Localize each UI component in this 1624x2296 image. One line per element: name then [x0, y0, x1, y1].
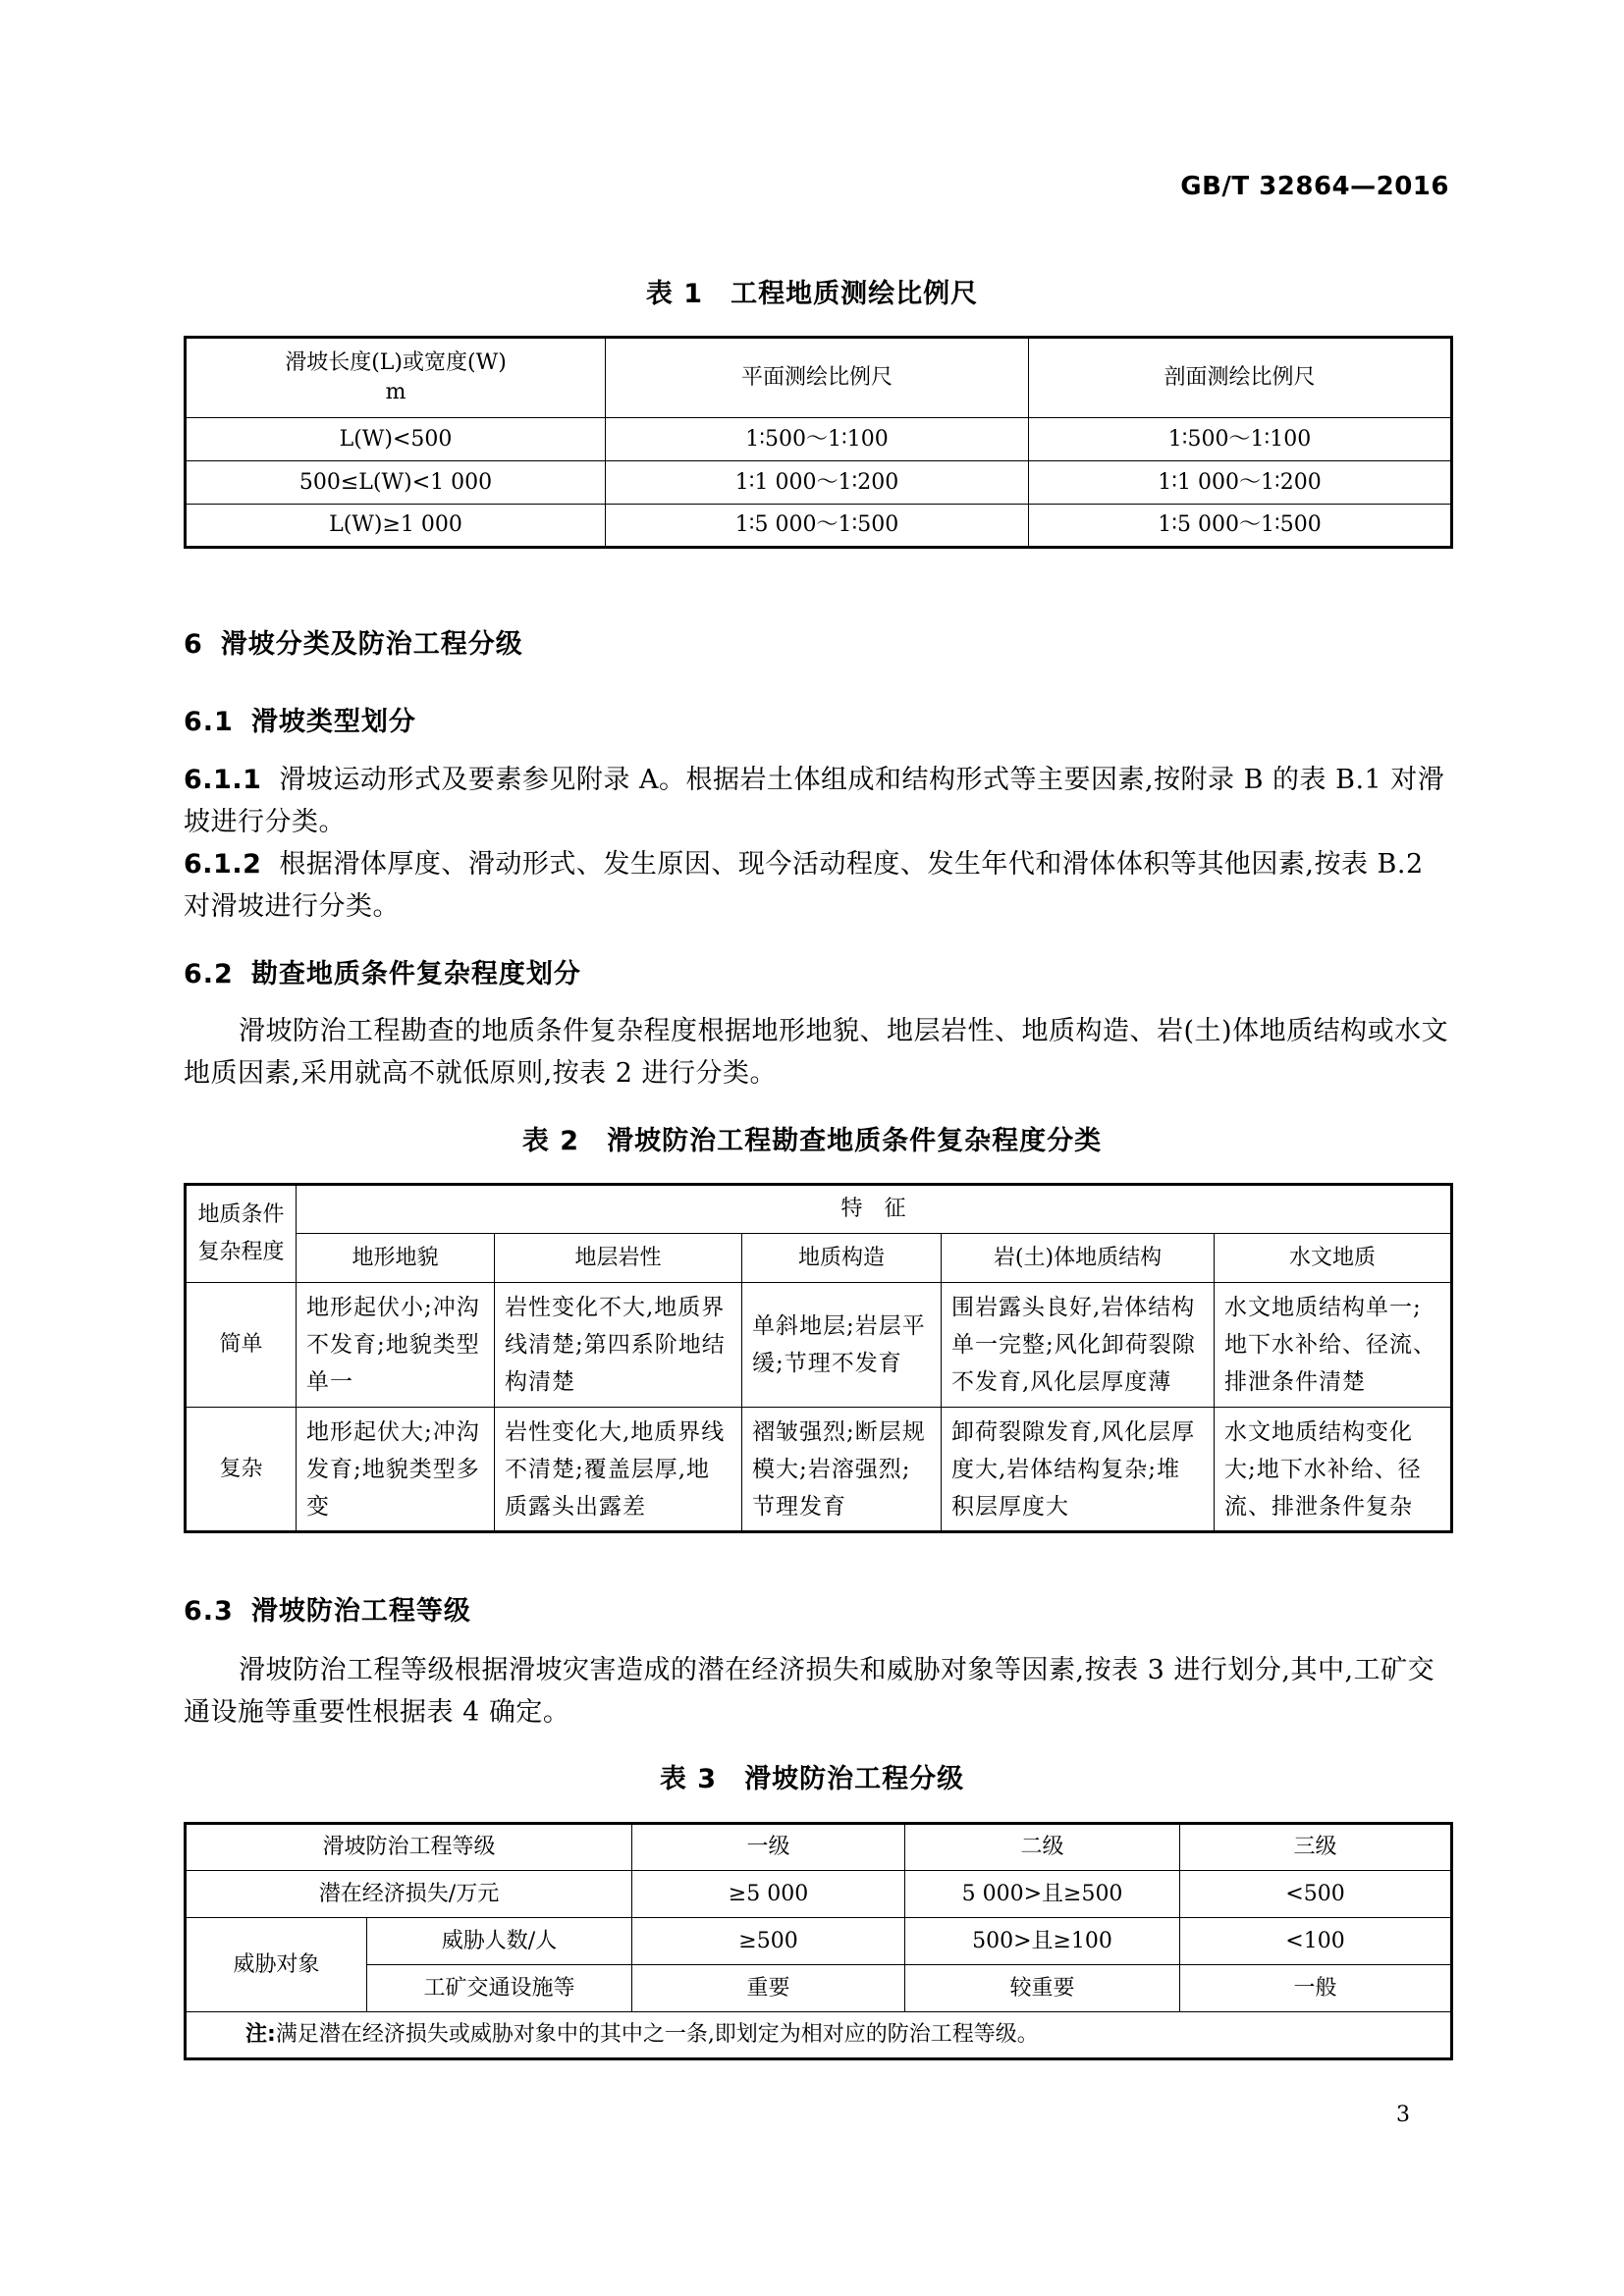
section-number: 6: [184, 629, 203, 660]
table2-subheader-row: [186, 1234, 1452, 1283]
section-6-1-heading: [184, 700, 416, 738]
table-row: [186, 1408, 1452, 1532]
table-row: [186, 418, 1452, 461]
table-row: [186, 1871, 1452, 1918]
table2-col-header: 岩(土)体地质结构: [942, 1234, 1215, 1283]
note-label: 注:: [245, 2022, 276, 2047]
section-title: 滑坡类型划分: [250, 707, 416, 737]
table-cell: 二级: [905, 1824, 1180, 1871]
table1-head-col3: 剖面测绘比例尺: [1029, 338, 1452, 418]
table-cell: 一级: [632, 1824, 905, 1871]
table-cell: 1∶500～1∶100: [1029, 418, 1452, 461]
table-row: [186, 505, 1452, 548]
table2-col-header: 地层岩性: [495, 1234, 742, 1283]
table1-head-col1-line1: 滑坡长度(L)或宽度(W): [285, 350, 507, 375]
table2-col-header: 地形地貌: [297, 1234, 495, 1283]
table1-head-col2: 平面测绘比例尺: [606, 338, 1029, 418]
section-6-2-heading: [184, 952, 581, 990]
section-6-3-heading: [184, 1589, 471, 1628]
table-cell: 工矿交通设施等: [367, 1965, 632, 2012]
table3-note: [186, 2012, 1452, 2059]
section-number: 6.3: [184, 1596, 234, 1627]
table2-caption: 表 2 滑坡防治工程勘查地质条件复杂程度分类: [521, 1126, 1103, 1156]
table-cell: 地形起伏小;冲沟不发育;地貌类型单一: [297, 1283, 495, 1408]
section-6-heading: [184, 622, 523, 661]
table-cell: 卸荷裂隙发育,风化层厚度大,岩体结构复杂;堆积层厚度大: [942, 1408, 1215, 1532]
table-cell: 500>且≥100: [905, 1918, 1180, 1965]
table-cell: 滑坡防治工程等级: [186, 1824, 632, 1871]
paragraph-6-1-1: [184, 759, 1450, 843]
section-number: 6.1: [184, 707, 234, 737]
table-cell: 较重要: [905, 1965, 1180, 2012]
table-row: [186, 1283, 1452, 1408]
table3: [184, 1822, 1453, 2060]
table-cell: 水文地质结构单一;地下水补给、径流、排泄条件清楚: [1215, 1283, 1452, 1408]
clause-number: 6.1.1: [184, 765, 262, 795]
table-cell: 水文地质结构变化大;地下水补给、径流、排泄条件复杂: [1215, 1408, 1452, 1532]
table-cell: 一般: [1180, 1965, 1452, 2012]
table2-header-row: [186, 1185, 1452, 1234]
table1-caption: 表 1 工程地质测绘比例尺: [645, 279, 979, 309]
table3-caption: 表 3 滑坡防治工程分级: [659, 1764, 965, 1794]
table-cell: 5 000>且≥500: [905, 1871, 1180, 1918]
table3-header-row: [186, 1824, 1452, 1871]
table2-level-cell: 复杂: [186, 1408, 297, 1532]
clause-number: 6.1.2: [184, 849, 262, 880]
table3-threat-label: 威胁对象: [186, 1918, 367, 2012]
note-text: 满足潜在经济损失或威胁对象中的其中之一条,即划定为相对应的防治工程等级。: [275, 2022, 1039, 2047]
table1: [184, 336, 1453, 549]
table-cell: 1∶500～1∶100: [606, 418, 1029, 461]
section-number: 6.2: [184, 959, 234, 989]
table-cell: 重要: [632, 1965, 905, 2012]
table-cell: 威胁人数/人: [367, 1918, 632, 1965]
standard-code: GB/T 32864—2016: [1180, 172, 1449, 201]
section-title: 滑坡防治工程等级: [250, 1596, 471, 1627]
paragraph-6-2: 滑坡防治工程勘查的地质条件复杂程度根据地形地貌、地层岩性、地质构造、岩(土)体地质结构或水文地质因素,采用就高不就低原则,按表 2 进行分类。: [184, 1016, 1449, 1089]
clause-text: 根据滑体厚度、滑动形式、发生原因、现今活动程度、发生年代和滑体体积等其他因素,按表 B.2 对滑坡进行分类。: [184, 849, 1424, 922]
table-cell: 岩性变化大,地质界线不清楚;覆盖层厚,地质露头出露差: [495, 1408, 742, 1532]
table2-level-cell: 简单: [186, 1283, 297, 1408]
table-row: [186, 1918, 1452, 1965]
table-cell: 潜在经济损失/万元: [186, 1871, 632, 1918]
table2-col-header: 水文地质: [1215, 1234, 1452, 1283]
clause-text: 滑坡运动形式及要素参见附录 A。根据岩土体组成和结构形式等主要因素,按附录 B 的表 B.1 对滑坡进行分类。: [184, 765, 1445, 837]
table-cell: L(W)≥1 000: [186, 505, 606, 548]
table-cell: <500: [1180, 1871, 1452, 1918]
table3-note-row: [186, 2012, 1452, 2059]
table-cell: <100: [1180, 1918, 1452, 1965]
table-cell: ≥5 000: [632, 1871, 905, 1918]
paragraph-6-3: 滑坡防治工程等级根据滑坡灾害造成的潜在经济损失和威胁对象等因素,按表 3 进行划分,其中,工矿交通设施等重要性根据表 4 确定。: [184, 1655, 1435, 1728]
table-cell: 岩性变化不大,地质界线清楚;第四系阶地结构清楚: [495, 1283, 742, 1408]
table-cell: 地形起伏大;冲沟发育;地貌类型多变: [297, 1408, 495, 1532]
table-cell: 单斜地层;岩层平缓;节理不发育: [742, 1283, 942, 1408]
table1-head-col1-line2: m: [385, 380, 406, 404]
section-title: 滑坡分类及防治工程分级: [220, 629, 523, 660]
table-row: [186, 1965, 1452, 2012]
paragraph-6-1-2: [184, 843, 1450, 928]
table-row: [186, 461, 1452, 505]
table-cell: 1∶5 000～1∶500: [606, 505, 1029, 548]
table-cell: 1∶1 000～1∶200: [1029, 461, 1452, 505]
table2-corner-cell: 地质条件复杂程度: [186, 1185, 297, 1283]
page-number: 3: [1396, 2103, 1410, 2127]
table-cell: 褶皱强烈;断层规模大;岩溶强烈;节理发育: [742, 1408, 942, 1532]
table2-col-header: 地质构造: [742, 1234, 942, 1283]
table-cell: L(W)<500: [186, 418, 606, 461]
table-cell: 1∶5 000～1∶500: [1029, 505, 1452, 548]
table1-header-row: [186, 338, 1452, 418]
section-title: 勘查地质条件复杂程度划分: [250, 959, 581, 989]
table-cell: ≥500: [632, 1918, 905, 1965]
table2-feature-header: 特 征: [297, 1185, 1452, 1234]
table1-head-col1: [186, 338, 606, 418]
table-cell: 围岩露头良好,岩体结构单一完整;风化卸荷裂隙不发育,风化层厚度薄: [942, 1283, 1215, 1408]
table-cell: 500≤L(W)<1 000: [186, 461, 606, 505]
table-cell: 1∶1 000～1∶200: [606, 461, 1029, 505]
table2: [184, 1183, 1453, 1533]
table-cell: 三级: [1180, 1824, 1452, 1871]
